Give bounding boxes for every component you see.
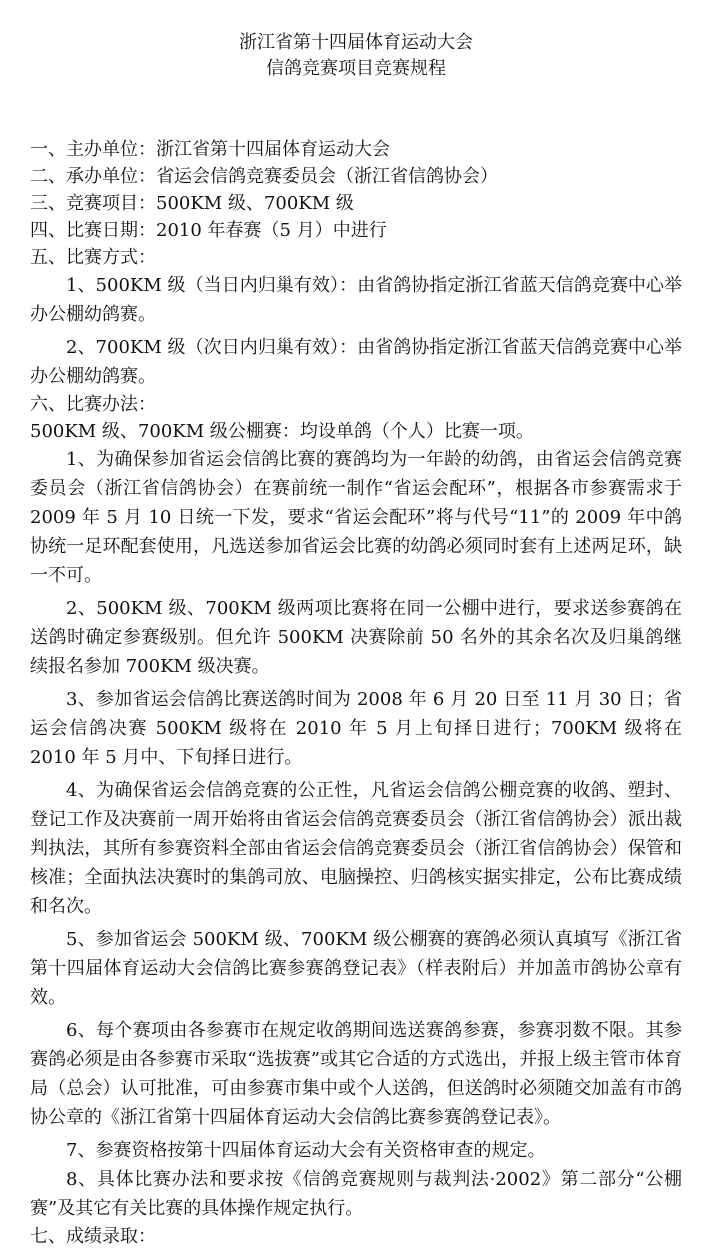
section-events: 三、竞赛项目：500KM 级、700KM 级 [30, 193, 354, 214]
section-method-heading: 六、比赛办法： [30, 394, 156, 415]
method-item-3: 3、参加省运会信鸽比赛送鸽时间为 2008 年 6 月 20 日至 11 月 30 日；省运会信鸽决赛 500KM 级将在 2010 年 5 月上旬择日进行；700KM 级将在 2010 年 5 月中、下旬择日进行。 [30, 689, 682, 768]
method-item-1: 1、为确保参加省运会信鸽比赛的赛鸽均为一年龄的幼鸽，由省运会信鸽竞赛委员会（浙江省信鸽协会）在赛前统一制作“省运会配环”，根据各市参赛需求于 2009 年 5 月 10 日统一下发，要求“省运会配环”将与代号“11”的 2009 年中鸽协统一足环配套使用，凡选送参加省运会比赛的幼鸽必须同时套有上述两足环，缺一不可。 [30, 449, 682, 586]
method-item-8: 8、具体比赛办法和要求按《信鸽竞赛规则与裁判法·2002》第二部分“公棚赛”及其它有关比赛的具体操作规定执行。 [30, 1169, 682, 1219]
method-item-2: 2、500KM 级、700KM 级两项比赛将在同一公棚中进行，要求送参赛鸽在送鸽时确定参赛级别。但允许 500KM 决赛除前 50 名外的其余名次及归巢鸽继续报名参加 700KM 级决赛。 [30, 598, 682, 677]
section-format-heading: 五、比赛方式： [30, 247, 156, 268]
section-host: 二、承办单位：省运会信鸽竞赛委员会（浙江省信鸽协会） [30, 166, 498, 187]
section-date: 四、比赛日期：2010 年春赛（5 月）中进行 [30, 220, 387, 241]
document-subtitle: 信鸽竞赛项目竞赛规程 [266, 58, 446, 79]
method-item-6: 6、每个赛项由各参赛市在规定收鸽期间选送赛鸽参赛，参赛羽数不限。其参赛鸽必须是由各参赛市采取“选拔赛”或其它合适的方式选出，并报上级主管市体育局（总会）认可批准，可由参赛市集中或个人送鸽，但送鸽时必须随交加盖有市鸽协公章的《浙江省第十四届体育运动大会信鸽比赛参赛鸽登记表》。 [30, 1020, 682, 1128]
method-item-4: 4、为确保省运会信鸽竞赛的公正性，凡省运会信鸽公棚竞赛的收鸽、塑封、登记工作及决赛前一周开始将由省运会信鸽竞赛委员会（浙江省信鸽协会）派出裁判执法，其所有参赛资料全部由省运会信鸽竞赛委员会（浙江省信鸽协会）保管和核准；全面执法决赛时的集鸽司放、电脑操控、归鸽核实据实排定，公布比赛成绩和名次。 [30, 780, 682, 917]
section-organizer: 一、主办单位：浙江省第十四届体育运动大会 [30, 139, 390, 160]
method-item-5: 5、参加省运会 500KM 级、700KM 级公棚赛的赛鸽必须认真填写《浙江省第十四届体育运动大会信鸽比赛参赛鸽登记表》（样表附后）并加盖市鸽协公章有效。 [30, 929, 682, 1008]
section-results-heading: 七、成绩录取： [30, 1226, 156, 1247]
format-item-500km: 1、500KM 级（当日内归巢有效）：由省鸽协指定浙江省蓝天信鸽竞赛中心举办公棚幼鸽赛。 [30, 275, 682, 325]
method-intro: 500KM 级、700KM 级公棚赛：均设单鸽（个人）比赛一项。 [30, 421, 534, 442]
document-title: 浙江省第十四届体育运动大会 [239, 32, 473, 53]
format-item-700km: 2、700KM 级（次日内归巢有效）：由省鸽协指定浙江省蓝天信鸽竞赛中心举办公棚幼鸽赛。 [30, 337, 682, 387]
method-item-7: 7、参赛资格按第十四届体育运动大会有关资格审查的规定。 [66, 1140, 546, 1161]
